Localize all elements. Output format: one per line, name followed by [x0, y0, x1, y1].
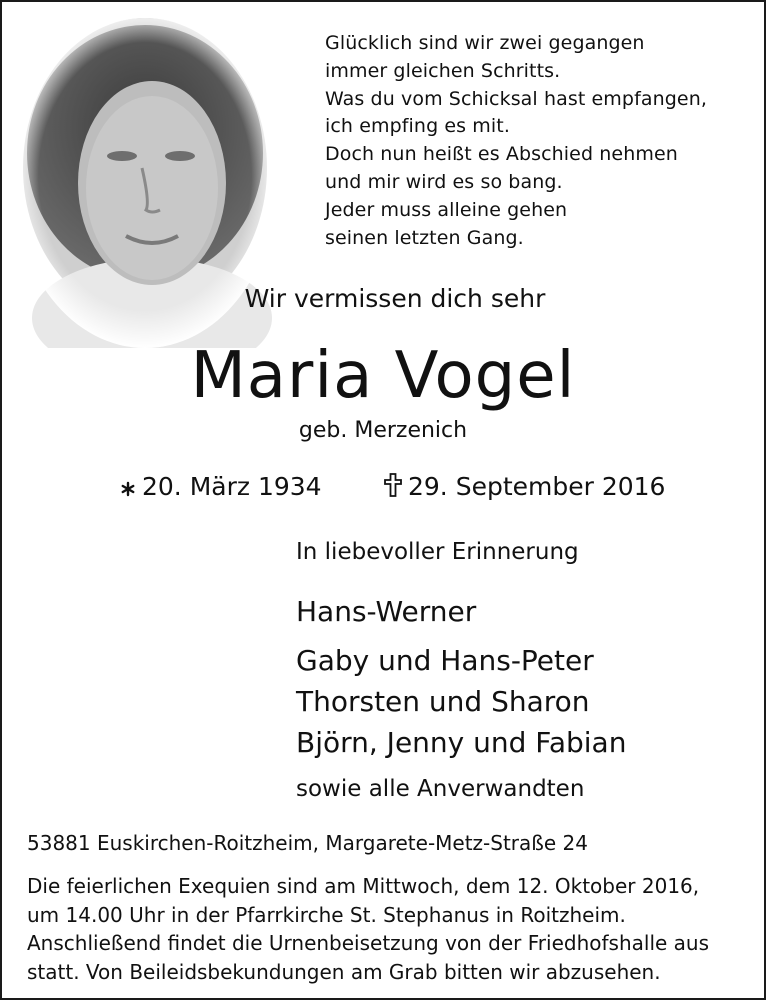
address: 53881 Euskirchen-Roitzheim, Margarete-Metz-Straße 24	[27, 831, 588, 855]
service-line: Anschließend findet die Urnenbeisetzung von der Friedhofshalle aus	[27, 931, 710, 955]
birth-date-group	[120, 472, 322, 501]
death-date-group	[384, 472, 665, 501]
family-member: Björn, Jenny und Fabian	[296, 726, 627, 759]
born-name: geb. Merzenich	[298, 418, 468, 443]
memory-line: In liebevoller Erinnerung	[296, 539, 579, 565]
family-member: Gaby und Hans-Peter	[296, 644, 594, 677]
poem-line: Jeder muss alleine gehen	[325, 198, 568, 221]
poem-line: Was du vom Schicksal hast empfangen,	[325, 87, 707, 110]
death-date: 29. September 2016	[408, 472, 666, 501]
service-line: statt. Von Beileidsbekundungen am Grab bitten wir abzusehen.	[27, 959, 661, 984]
service-line: um 14.00 Uhr in der Pfarrkirche St. Stephanus in Roitzheim.	[27, 902, 626, 927]
cross-icon	[384, 473, 402, 497]
family-member: Hans-Werner	[296, 595, 477, 628]
star-icon	[120, 481, 136, 497]
poem-line: Doch nun heißt es Abschied nehmen	[325, 143, 678, 166]
poem-line: immer gleichen Schritts.	[325, 59, 561, 82]
tagline: Wir vermissen dich sehr	[244, 284, 546, 313]
poem	[325, 30, 745, 252]
poem-line: seinen letzten Gang.	[325, 226, 524, 249]
service-info	[27, 872, 709, 986]
deceased-name: Maria Vogel	[190, 339, 576, 413]
birth-date: 20. März 1934	[142, 472, 322, 501]
poem-line: ich empfing es mit.	[325, 115, 510, 138]
service-line: Die feierlichen Exequien sind am Mittwoch, dem 12. Oktober 2016,	[27, 874, 700, 898]
family-member: Thorsten und Sharon	[296, 685, 590, 718]
poem-line: Glücklich sind wir zwei gegangen	[325, 32, 645, 54]
family-list	[296, 591, 626, 763]
relatives-line: sowie alle Anverwandten	[296, 776, 585, 802]
poem-line: und mir wird es so bang.	[325, 170, 563, 193]
